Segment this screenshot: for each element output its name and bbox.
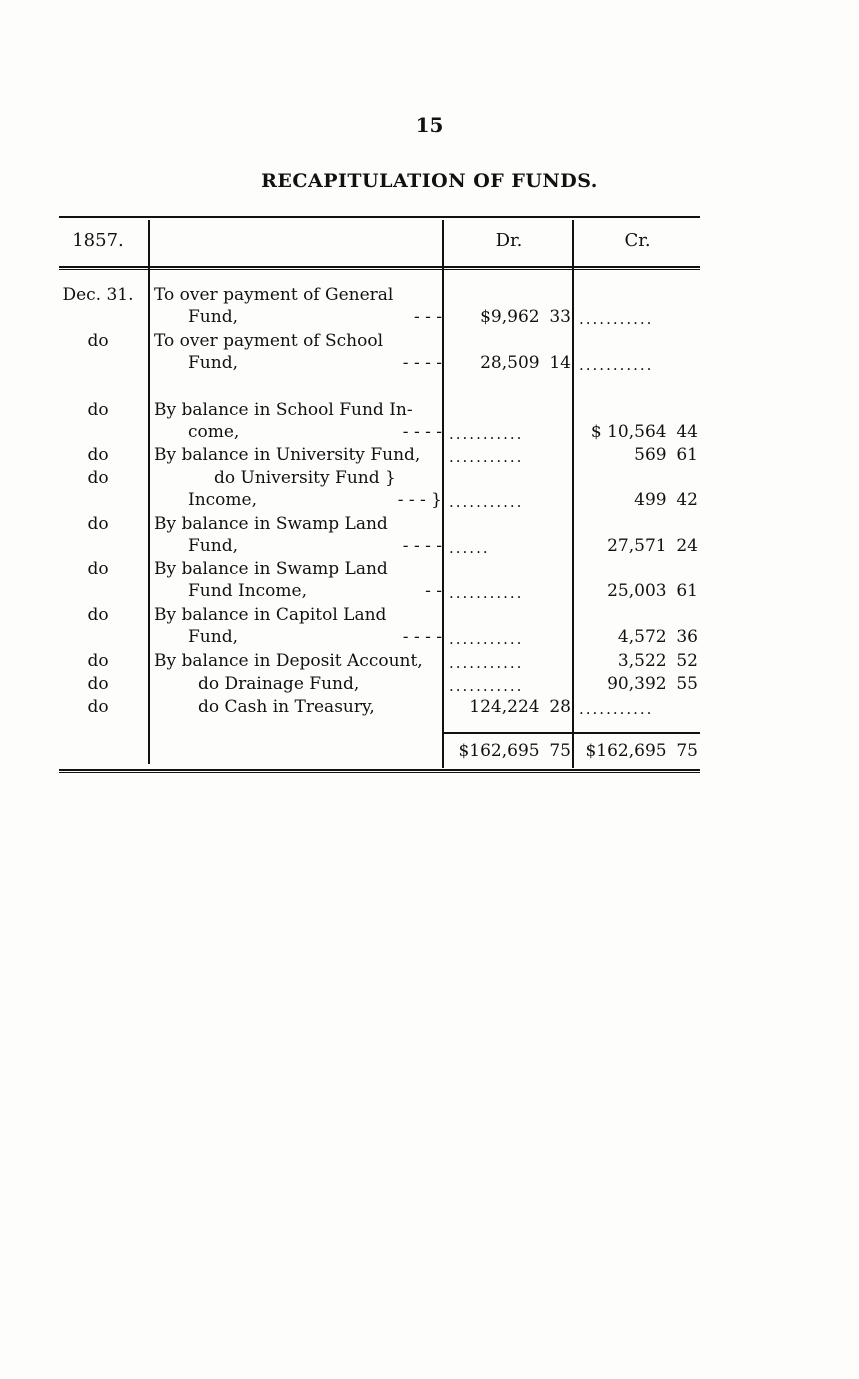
- cr-amount: [577, 626, 698, 648]
- amount-cents: 42: [676, 490, 698, 510]
- header-rule-double: [59, 269, 700, 270]
- cr-dot-leader: ...........: [579, 310, 654, 328]
- description-line: By balance in School Fund In-: [154, 400, 413, 420]
- amount-cents: 14: [549, 353, 571, 373]
- cr-dot-leader: ...........: [579, 356, 654, 374]
- description-line: By balance in Swamp Land: [154, 514, 388, 534]
- row-description: [154, 604, 442, 648]
- row-date: do: [87, 400, 109, 420]
- dr-dot-leader: ...........: [449, 425, 524, 443]
- description-line: do Drainage Fund,: [198, 674, 360, 694]
- row-date: do: [87, 559, 109, 579]
- header-rule: [59, 266, 700, 268]
- row-description: [154, 513, 442, 557]
- description-text: Income,: [188, 490, 258, 510]
- description-text: Fund,: [188, 536, 238, 556]
- amount-cents: 24: [676, 536, 698, 556]
- bottom-rule: [59, 769, 700, 771]
- leader-dashes: - - - -: [402, 353, 442, 373]
- amount-cents: 44: [676, 422, 698, 442]
- row-description: [154, 673, 442, 695]
- row-description: [154, 650, 442, 672]
- row-description: [154, 444, 442, 466]
- dr-amount: [447, 306, 571, 328]
- amount-cents: 52: [676, 651, 698, 671]
- year-header: 1857.: [72, 230, 124, 251]
- description-text: Fund,: [188, 353, 238, 373]
- amount-cents: 61: [676, 581, 698, 601]
- amount-dollars: 4,572: [617, 627, 667, 647]
- row-description: [154, 330, 442, 374]
- row-date: do: [87, 651, 109, 671]
- dr-amount: [447, 696, 571, 718]
- dr-dot-leader: ......: [449, 539, 490, 557]
- amount-dollars: 90,392: [607, 674, 667, 694]
- description-line: [154, 421, 442, 443]
- dr-dot-leader: ...........: [449, 493, 524, 511]
- description-line: By balance in University Fund,: [154, 445, 421, 465]
- description-line: To over payment of General: [154, 285, 394, 305]
- amount-dollars: $162,695: [585, 741, 667, 761]
- leader-dashes: - - - -: [402, 422, 442, 442]
- recapitulation-table: [59, 216, 700, 772]
- desc-column-divider: [442, 220, 444, 768]
- dr-dot-leader: ...........: [449, 448, 524, 466]
- amount-dollars: 3,522: [617, 651, 667, 671]
- row-description: [154, 696, 442, 718]
- description-line: To over payment of School: [154, 331, 384, 351]
- dr-column-divider: [572, 220, 574, 768]
- dr-dot-leader: ...........: [449, 584, 524, 602]
- dr-header: Dr.: [495, 230, 523, 251]
- dr-dot-leader: ...........: [449, 654, 524, 672]
- description-text: Fund Income,: [188, 581, 307, 601]
- amount-dollars: 569: [634, 445, 667, 465]
- description-line: [154, 580, 442, 602]
- amount-cents: 36: [676, 627, 698, 647]
- dr-dot-leader: ...........: [449, 630, 524, 648]
- row-date: do: [87, 605, 109, 625]
- amount-cents: 28: [549, 697, 571, 717]
- top-rule: [59, 216, 700, 218]
- amount-dollars: 499: [634, 490, 667, 510]
- description-line: [154, 306, 442, 328]
- amount-cents: 75: [549, 741, 571, 761]
- cr-amount: [577, 489, 698, 511]
- description-line: By balance in Swamp Land: [154, 559, 388, 579]
- description-text: Fund,: [188, 307, 238, 327]
- description-text: Fund,: [188, 627, 238, 647]
- description-line: By balance in Deposit Account,: [154, 651, 423, 671]
- cr-dot-leader: ...........: [579, 700, 654, 718]
- row-date: do: [87, 674, 109, 694]
- leader-dashes: - - - }: [397, 490, 442, 510]
- bottom-rule-double: [59, 772, 700, 773]
- page-title: RECAPITULATION OF FUNDS.: [261, 170, 598, 192]
- description-line: do University Fund }: [214, 468, 396, 488]
- row-date: do: [87, 697, 109, 717]
- row-date: Dec. 31.: [62, 285, 134, 305]
- amount-cents: 33: [549, 307, 571, 327]
- cr-amount: [577, 535, 698, 557]
- description-line: [154, 489, 442, 511]
- row-description: [154, 467, 442, 511]
- page-number: 15: [415, 113, 444, 137]
- leader-dashes: - - - -: [402, 536, 442, 556]
- amount-dollars: 124,224: [469, 697, 540, 717]
- cr-total: [577, 740, 698, 762]
- amount-dollars: $ 10,564: [590, 422, 667, 442]
- description-line: [154, 626, 442, 648]
- dr-total: [447, 740, 571, 762]
- row-date: do: [87, 445, 109, 465]
- description-line: [154, 535, 442, 557]
- description-line: [154, 352, 442, 374]
- description-line: By balance in Capitol Land: [154, 605, 387, 625]
- dr-amount: [447, 352, 571, 374]
- row-date: do: [87, 331, 109, 351]
- row-description: [154, 558, 442, 602]
- description-text: come,: [188, 422, 240, 442]
- cr-header: Cr.: [624, 230, 651, 251]
- amount-dollars: 25,003: [607, 581, 667, 601]
- date-column-divider: [148, 220, 150, 764]
- amount-dollars: 27,571: [607, 536, 667, 556]
- leader-dashes: - - -: [413, 307, 442, 327]
- cr-amount: [577, 650, 698, 672]
- amount-cents: 75: [676, 741, 698, 761]
- amount-cents: 61: [676, 445, 698, 465]
- amount-dollars: $162,695: [458, 741, 540, 761]
- row-date: do: [87, 514, 109, 534]
- cr-amount: [577, 673, 698, 695]
- leader-dashes: - - - -: [402, 627, 442, 647]
- cr-amount: [577, 580, 698, 602]
- amount-dollars: $9,962: [480, 307, 540, 327]
- dr-dot-leader: ...........: [449, 677, 524, 695]
- amount-dollars: 28,509: [480, 353, 540, 373]
- cr-amount: [577, 444, 698, 466]
- row-description: [154, 399, 442, 443]
- row-date: do: [87, 468, 109, 488]
- leader-dashes: - -: [425, 581, 442, 601]
- amount-cents: 55: [676, 674, 698, 694]
- description-line: do Cash in Treasury,: [198, 697, 375, 717]
- cr-amount: [577, 421, 698, 443]
- row-description: [154, 284, 442, 328]
